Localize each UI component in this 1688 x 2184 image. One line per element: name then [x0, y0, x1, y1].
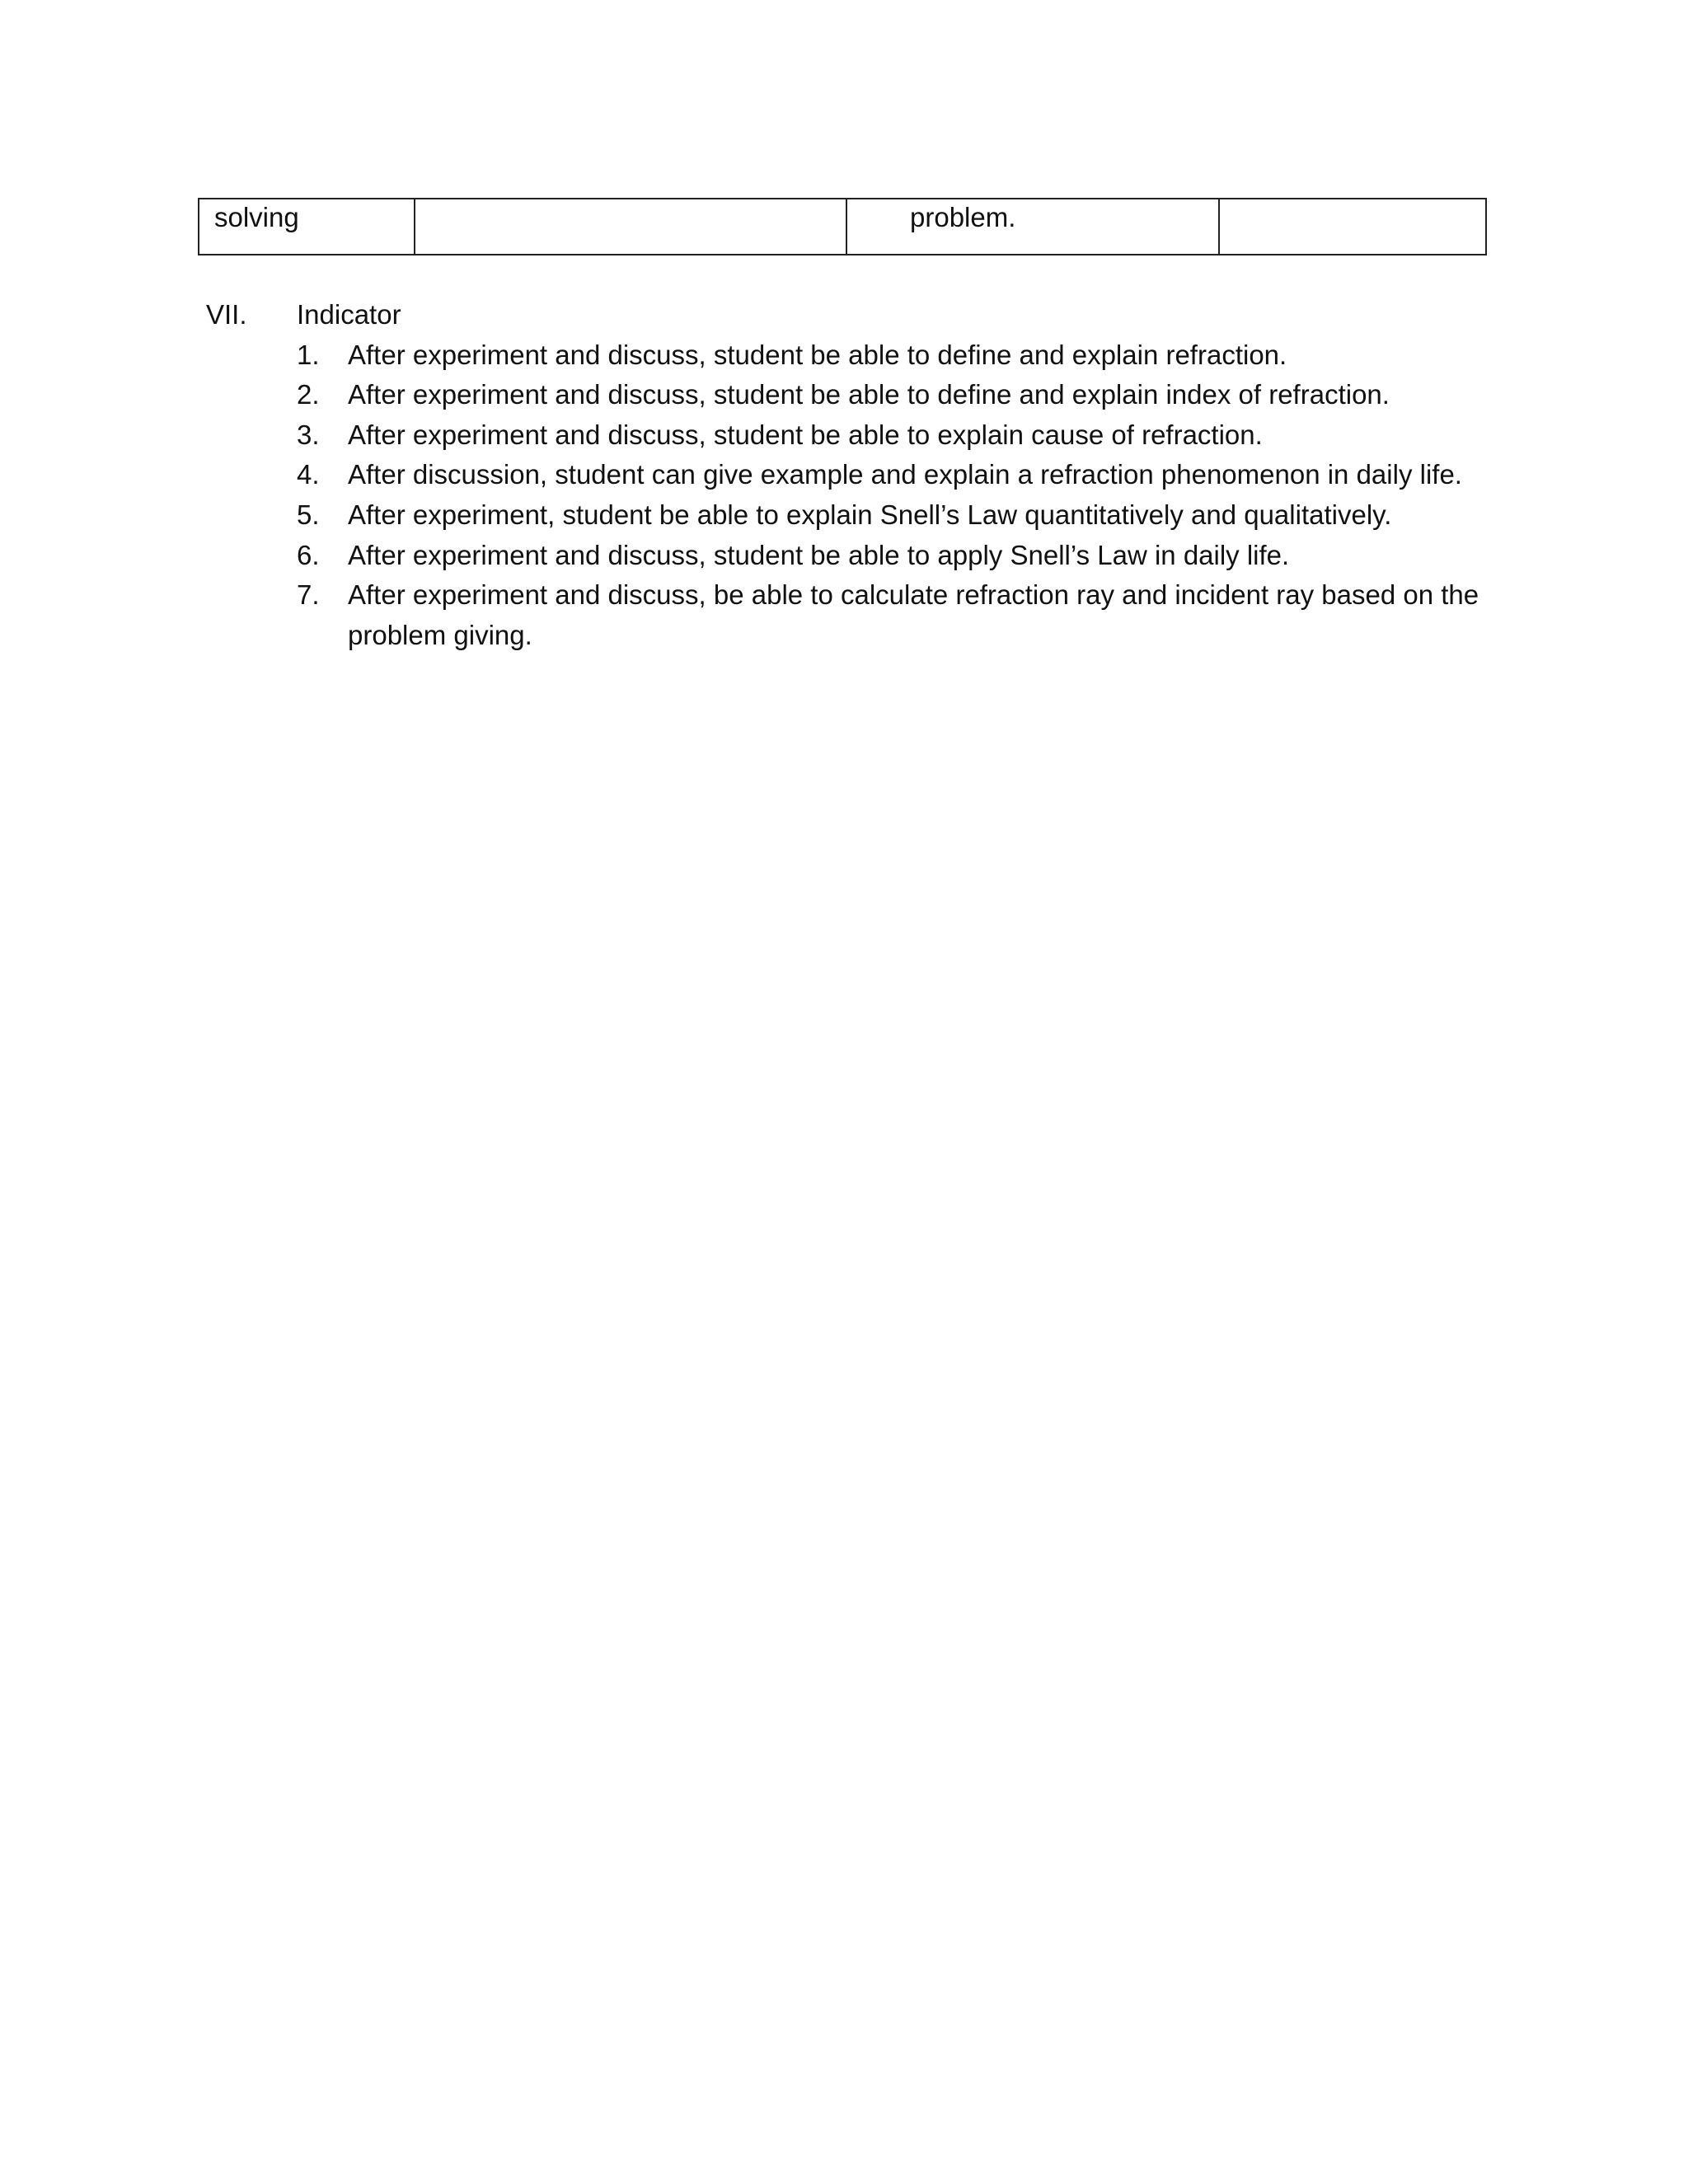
table-fragment — [198, 198, 1487, 255]
list-item-text: After experiment and discuss, be able to calculate refraction ray and incident ray based on the problem giving. — [348, 579, 1479, 650]
list-item-text: After experiment and discuss, student be able to define and explain index of refraction. — [348, 379, 1390, 410]
list-item — [206, 455, 1492, 495]
list-item — [206, 536, 1492, 576]
table-cell — [415, 199, 846, 255]
table-cell-text — [1220, 199, 1485, 201]
list-item-text: After discussion, student can give example and explain a refraction phenomenon in daily life. — [348, 459, 1462, 490]
list-item-number: 6. — [297, 539, 320, 570]
list-item — [206, 415, 1492, 456]
table-cell-text — [415, 199, 846, 201]
list-item-text: After experiment and discuss, student be able to apply Snell’s Law in daily life. — [348, 539, 1290, 570]
section-number: VII. — [206, 299, 247, 330]
list-item-text: After experiment and discuss, student be able to define and explain refraction. — [348, 339, 1287, 370]
table-cell-text: solving — [214, 202, 299, 232]
list-item-text: After experiment, student be able to explain Snell’s Law quantitatively and qualitatively. — [348, 499, 1392, 530]
table-cell — [846, 199, 1219, 255]
table-row — [199, 199, 1486, 255]
table-cell — [1219, 199, 1486, 255]
section-title: Indicator — [297, 299, 401, 330]
table-cell — [199, 199, 415, 255]
list-item-number: 3. — [297, 419, 320, 450]
table-cell-text: problem. — [910, 202, 1016, 232]
list-item-number: 2. — [297, 379, 320, 410]
list-item-number: 5. — [297, 499, 320, 530]
list-item-number: 7. — [297, 579, 320, 611]
list-item-text: After experiment and discuss, student be able to explain cause of refraction. — [348, 419, 1263, 450]
indicator-section — [206, 295, 1492, 655]
list-item-number: 1. — [297, 339, 320, 370]
list-item — [206, 375, 1492, 415]
list-item-number: 4. — [297, 459, 320, 490]
section-heading — [206, 295, 1492, 335]
indicator-list — [206, 335, 1492, 656]
list-item — [206, 495, 1492, 536]
list-item — [206, 335, 1492, 376]
list-item — [206, 575, 1492, 655]
